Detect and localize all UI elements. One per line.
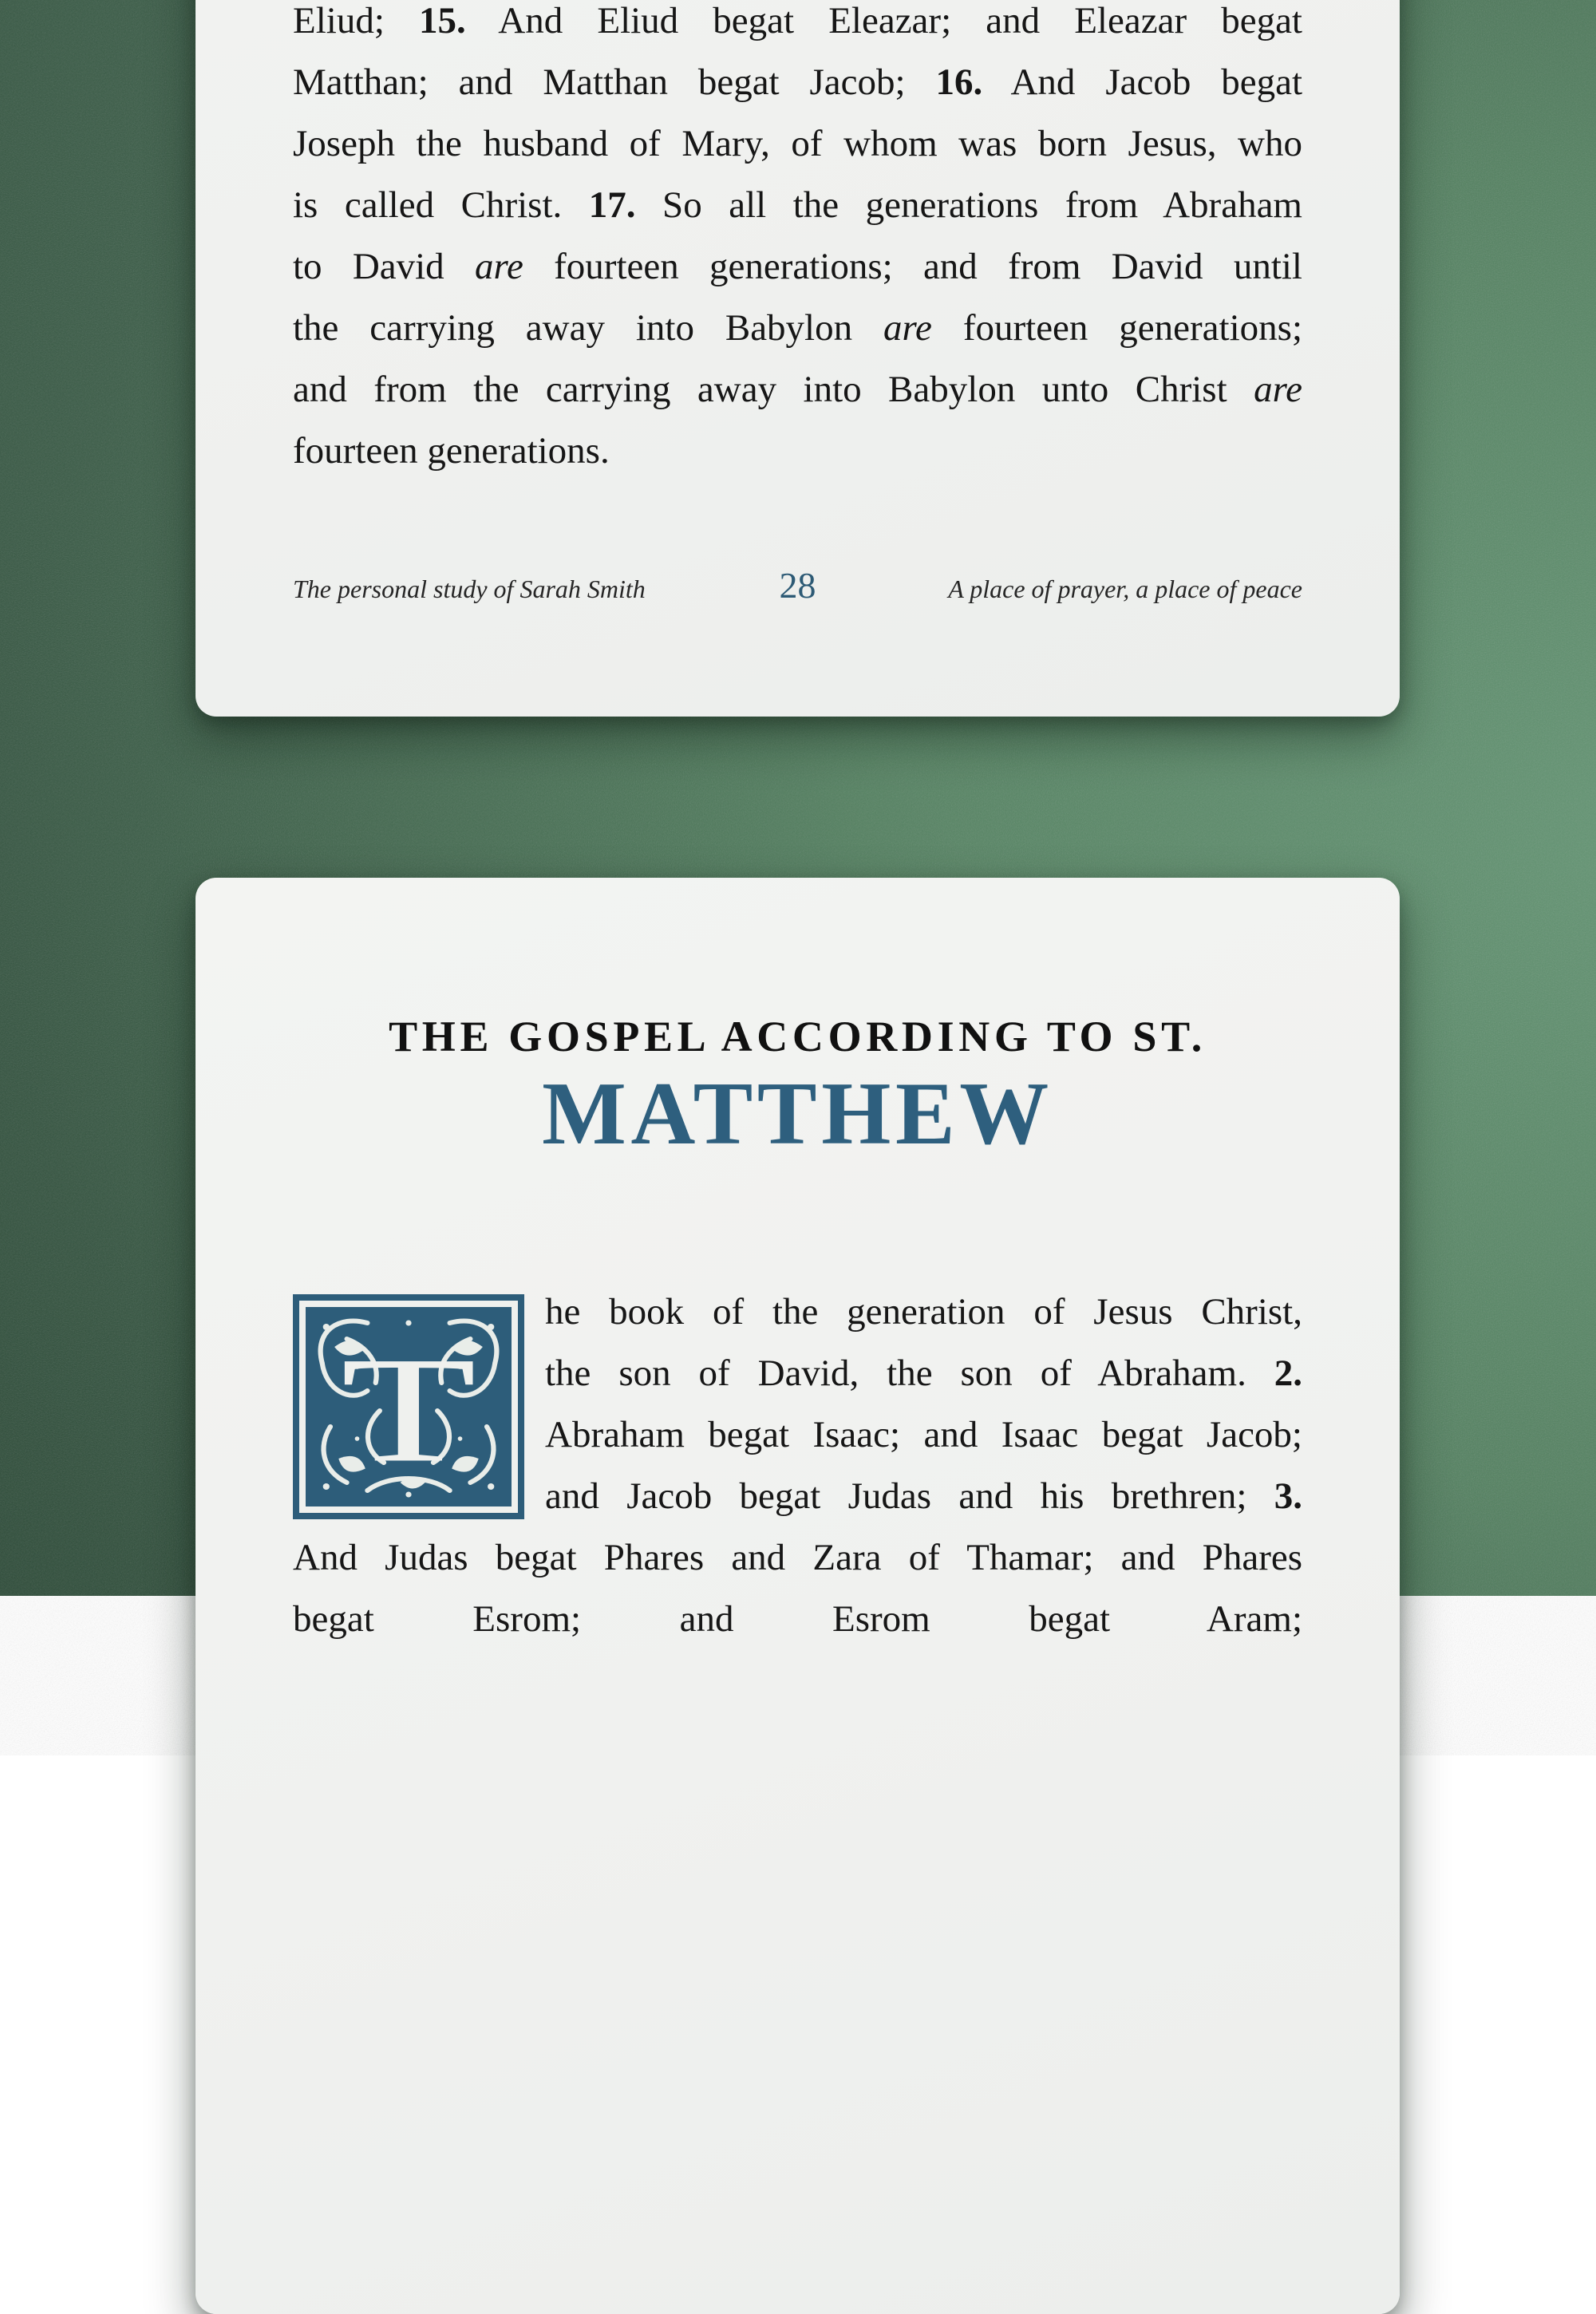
scripture-line (293, 0, 1302, 52)
scripture-line (293, 359, 1302, 421)
drop-cap-initial (293, 1294, 524, 1519)
scripture-line (293, 421, 1302, 482)
scripture-text: to David (293, 246, 475, 287)
scripture-text: and Jacob begat Judas and his brethren; (545, 1475, 1274, 1517)
footer-motto: A place of prayer, a place of peace (948, 575, 1302, 603)
scripture-line (293, 236, 1302, 298)
scripture-text: and from the carrying away into Babylon unto Christ (293, 369, 1254, 410)
scripture-text: fourteen generations. (293, 430, 610, 472)
scripture-text: And Jacob begat (982, 61, 1302, 103)
emphasized-word: are (474, 246, 523, 287)
emphasized-word: are (1254, 369, 1302, 410)
emphasized-word: are (883, 307, 932, 349)
scripture-line (293, 175, 1302, 236)
book-kicker: THE GOSPEL ACCORDING TO ST. (389, 1013, 1207, 1060)
scripture-line (293, 1589, 1302, 1650)
scripture-text: And Judas begat Phares and Zara of Thamar; and Phares (293, 1536, 1302, 1578)
page-number: 28 (779, 565, 816, 606)
verse-number: 15. (419, 0, 466, 41)
drop-cap-ornament-icon (306, 1307, 512, 1506)
footer-study-label: The personal study of Sarah Smith (293, 575, 646, 603)
scripture-text: Eliud; (293, 0, 420, 41)
scripture-line (293, 1527, 1302, 1589)
scripture-text-block (293, 1281, 1302, 1650)
scripture-text-block (293, 0, 1302, 482)
scripture-text: fourteen generations; and from David until (523, 246, 1302, 287)
scripture-text: is called Christ. (293, 184, 589, 226)
verse-number: 3. (1274, 1475, 1302, 1517)
scripture-text: begat Esrom; and Esrom begat Aram; (293, 1597, 1302, 1640)
scripture-line (293, 298, 1302, 359)
verse-number: 17. (588, 184, 636, 226)
scripture-text: the carrying away into Babylon (293, 307, 884, 349)
bible-page-previous (196, 0, 1400, 717)
scripture-text: the son of David, the son of Abraham. (545, 1352, 1274, 1394)
scripture-text: So all the generations from Abraham (635, 184, 1302, 226)
book-title: MATTHEW (542, 1064, 1053, 1163)
scripture-text: Joseph the husband of Mary, of whom was born Jesus, who (293, 123, 1302, 164)
scripture-text: fourteen generations; (931, 307, 1302, 349)
verse-number: 2. (1274, 1352, 1302, 1394)
scripture-line (293, 113, 1302, 175)
scripture-text: Abraham begat Isaac; and Isaac begat Jacob; (545, 1413, 1302, 1455)
drop-cap-letter: T (340, 1325, 477, 1494)
scripture-text: Matthan; and Matthan begat Jacob; (293, 61, 936, 103)
scripture-text: And Eliud begat Eleazar; and Eleazar begat (465, 0, 1302, 41)
bible-page-matthew (196, 878, 1400, 2314)
page-footer (293, 564, 1302, 606)
drop-cap-ornament-frame (299, 1301, 518, 1513)
verse-number: 16. (935, 61, 983, 103)
scripture-text: he book of the generation of Jesus Christ, (545, 1290, 1302, 1333)
scripture-line (293, 52, 1302, 113)
